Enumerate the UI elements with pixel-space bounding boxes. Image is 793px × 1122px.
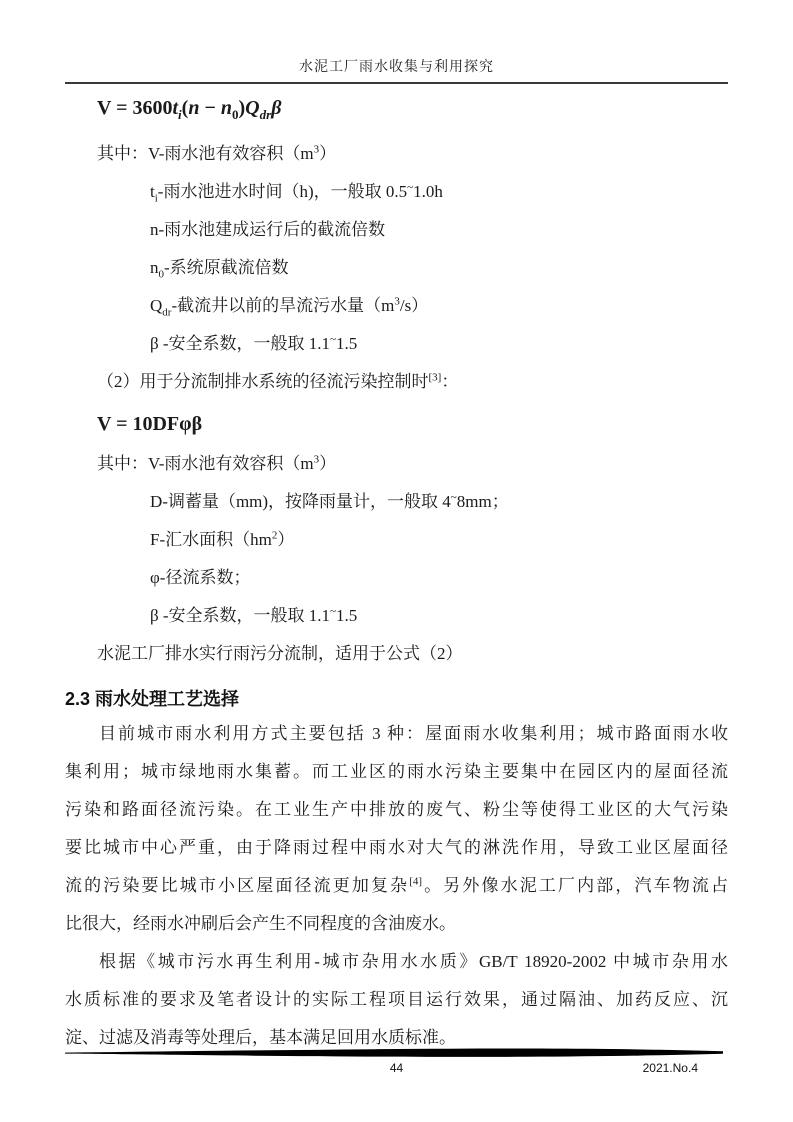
running-head-title: 水泥工厂雨水收集与利用探究	[299, 60, 494, 75]
def-line-v2: 其中：V-雨水池有效容积$(m^3)$	[97, 453, 337, 473]
def-line-qdr: $Q_{dr}-$截流井以前的旱流污水量$(m^3/s)$	[150, 295, 429, 319]
paragraph2-line: 根据《城市污水再生利用-城市杂用水水质》GB/T 18920-2002 中城市杂用水	[99, 952, 728, 971]
formula-2: V = 10DFφβ	[97, 413, 203, 435]
def-line-v1: 其中：V-雨水池有效容积$(m^3)$	[97, 143, 337, 163]
paragraph1-line: 集利用；城市绿地雨水集蓄。而工业区的雨水污染主要集中在园区内的屋面径流	[65, 762, 728, 781]
def-line-d: D-调蓄量（mm)，按降雨量计，一般取 4~8mm；	[150, 491, 509, 511]
note-line: 水泥工厂排水实行雨污分流制，适用于公式（2）	[97, 644, 463, 663]
def-line-f: F-汇水面积$(hm^2)$	[150, 529, 295, 549]
page-number: 44	[389, 1061, 404, 1075]
case-2-intro: （2）用于分流制排水系统的径流污染控制时[3]：	[97, 371, 459, 391]
def-line-phi: φ-径流系数；	[150, 568, 251, 587]
paragraph1-line: 目前城市雨水利用方式主要包括 3 种：屋面雨水收集利用；城市路面雨水收	[99, 724, 728, 743]
header-rule	[65, 82, 728, 84]
paragraph2-line: 淀、过滤及消毒等处理后，基本满足回用水质标准。	[65, 1028, 456, 1047]
formula-1: $V = 3600t_i(n - n_0)Q_{dr}\beta$	[97, 97, 282, 122]
footer-rule	[65, 1048, 723, 1058]
def-line-n: n-雨水池建成运行后的截流倍数	[150, 220, 386, 239]
def-line-n0: $n_0-$系统原截流倍数	[150, 258, 289, 281]
def-line-beta2: β -安全系数，一般取 1.1~1.5	[150, 605, 358, 625]
def-line-ti: $t_i-$雨水池进水时间（h)，一般取 0.5~1.0h	[150, 181, 443, 205]
section-heading: 2.3 雨水处理工艺选择	[65, 689, 240, 709]
paragraph1-line: 流的污染要比城市小区屋面径流更加复杂[4]。另外像水泥工厂内部，汽车物流占	[65, 875, 729, 895]
paragraph1-line: 污染和路面径流污染。在工业生产中排放的废气、粉尘等使得工业区的大气污染	[65, 800, 728, 819]
paragraph1-line: 比很大，经雨水冲刷后会产生不同程度的含油废水。	[65, 914, 456, 933]
def-line-beta1: β -安全系数，一般取 1.1~1.5	[150, 333, 358, 353]
paragraph2-line: 水质标准的要求及笔者设计的实际工程项目运行效果，通过隔油、加药反应、沉	[65, 990, 728, 1009]
paragraph1-line: 要比城市中心严重，由于降雨过程中雨水对大气的淋洗作用，导致工业区屋面径	[65, 838, 728, 857]
issue-number: 2021.No.4	[642, 1061, 698, 1075]
